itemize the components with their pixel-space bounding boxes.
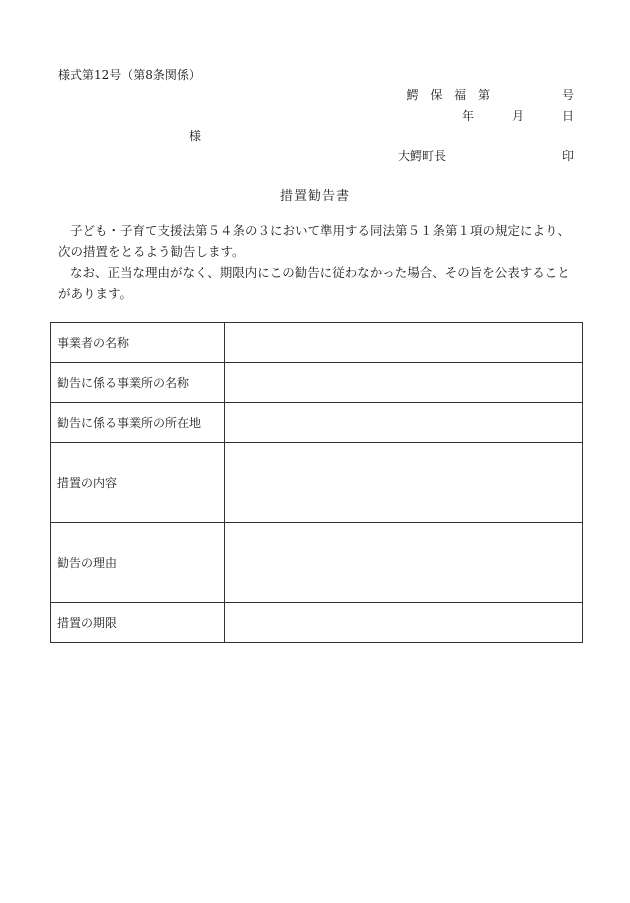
row-value [225, 523, 583, 603]
table-row [51, 603, 583, 643]
reference-suffix: 号 [561, 88, 574, 102]
table-row [51, 323, 583, 363]
table-row [51, 443, 583, 523]
form-number: 様式第12号（第8条関係） [58, 68, 201, 82]
row-value [225, 603, 583, 643]
date-day: 日 [561, 109, 574, 123]
addressee-honorific: 様 [189, 129, 202, 143]
row-label: 措置の期限 [51, 603, 225, 643]
table-row [51, 523, 583, 603]
row-label: 勧告の理由 [51, 523, 225, 603]
row-label: 勧告に係る事業所の名称 [51, 363, 225, 403]
date-day-blank [524, 107, 562, 124]
row-label: 措置の内容 [51, 443, 225, 523]
row-label: 勧告に係る事業所の所在地 [51, 403, 225, 443]
body-paragraph-1: 子ども・子育て支援法第５４条の３において準用する同法第５１条第１項の規定により、次の措置をとるよう勧告します。 [58, 223, 571, 259]
date-year: 年 [461, 109, 474, 123]
body-text [58, 220, 580, 304]
reference-number-line [407, 86, 574, 103]
row-value [225, 443, 583, 523]
row-value [225, 403, 583, 443]
table-row [51, 363, 583, 403]
row-label: 事業者の名称 [51, 323, 225, 363]
table-row [51, 403, 583, 443]
date-month: 月 [511, 109, 524, 123]
reference-number-blank [494, 86, 562, 103]
issuer-blank [446, 147, 562, 164]
date-line [462, 107, 574, 124]
recommendation-table [50, 322, 583, 643]
seal-mark: 印 [561, 149, 574, 163]
reference-prefix: 鰐 保 福 第 [406, 88, 494, 102]
issuer-name: 大鰐町長 [397, 149, 446, 163]
row-value [225, 363, 583, 403]
body-paragraph-2: なお、正当な理由がなく、期限内にこの勧告に従わなかった場合、その旨を公表することがあります。 [58, 265, 570, 301]
row-value [225, 323, 583, 363]
document-title: 措置勧告書 [279, 189, 350, 204]
issuer-line [398, 147, 574, 164]
date-month-blank [474, 107, 512, 124]
